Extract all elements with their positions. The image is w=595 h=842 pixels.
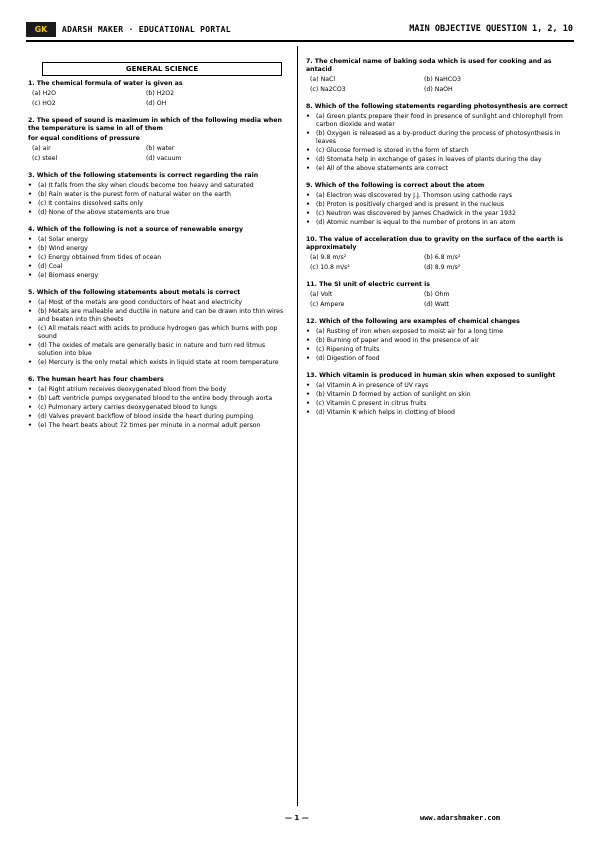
- answer-option[interactable]: [28, 422, 290, 430]
- question-text: 13. Which vitamin is produced in human skin when exposed to sunlight: [306, 372, 556, 379]
- option-text: (d) The oxides of metals are generally basic in nature and turn red litmus solution into blue: [38, 342, 266, 357]
- answer-option[interactable]: [28, 325, 290, 341]
- option-text: (c) Vitamin C present in citrus fruits: [316, 400, 427, 407]
- answer-option[interactable]: (b) NaHCO3: [424, 76, 461, 83]
- question-text: 2. The speed of sound is maximum in which of the following media when the temperature is same in all of them: [28, 117, 282, 132]
- answer-option[interactable]: [28, 342, 290, 358]
- answer-option[interactable]: (c) 10.8 m/s²: [310, 264, 350, 271]
- left-column: [28, 58, 290, 439]
- left-question-list: [28, 80, 290, 430]
- option-text: (b) Proton is positively charged and is present in the nucleus: [316, 201, 504, 208]
- question-text: 10. The value of acceleration due to gravity on the surface of the earth is approximately: [306, 236, 564, 251]
- answer-option[interactable]: [28, 359, 290, 367]
- answer-option[interactable]: [28, 182, 290, 190]
- answer-option[interactable]: (c) Na2CO3: [310, 86, 346, 93]
- brand-title: ADARSH MAKER · EDUCATIONAL PORTAL: [62, 25, 231, 34]
- option-text: (e) The heart beats about 72 times per minute in a normal adult person: [38, 422, 261, 429]
- bullet-icon: •: [28, 245, 32, 252]
- bullet-icon: •: [306, 346, 310, 353]
- option-text: (a) Vitamin A in presence of UV rays: [316, 382, 429, 389]
- question-subtext: for equal conditions of pressure: [28, 135, 140, 142]
- option-text: (c) Pulmonary artery carries deoxygenated blood to lungs: [38, 404, 218, 411]
- answer-option[interactable]: [28, 209, 290, 217]
- bullet-icon: •: [306, 201, 310, 208]
- bullet-icon: •: [306, 147, 310, 154]
- bullet-icon: •: [306, 192, 310, 199]
- bullet-icon: •: [306, 391, 310, 398]
- answer-option[interactable]: (a) H2O: [32, 90, 57, 97]
- answer-option[interactable]: (b) H2O2: [146, 90, 175, 97]
- answer-option[interactable]: [306, 165, 574, 173]
- bullet-icon: •: [28, 404, 32, 411]
- bullet-icon: •: [28, 236, 32, 243]
- answer-option[interactable]: (d) vacuum: [146, 155, 182, 162]
- option-text: (d) Atomic number is equal to the number of protons in an atom: [316, 219, 516, 226]
- answer-option[interactable]: [306, 409, 574, 417]
- question-block: [28, 226, 290, 280]
- answer-option[interactable]: (a) 9.8 m/s²: [310, 254, 347, 261]
- answer-option[interactable]: [306, 147, 574, 155]
- answer-option[interactable]: (a) Volt: [310, 291, 333, 298]
- question-block: [306, 318, 574, 363]
- bullet-icon: •: [28, 325, 32, 332]
- question-block: [306, 182, 574, 227]
- question-text: 6. The human heart has four chambers: [28, 376, 164, 383]
- option-text: (b) Wind energy: [38, 245, 88, 252]
- bullet-icon: •: [306, 409, 310, 416]
- bullet-icon: •: [306, 400, 310, 407]
- bullet-icon: •: [306, 130, 310, 137]
- option-text: (d) Valves prevent backflow of blood inside the heart during pumping: [38, 413, 254, 420]
- answer-option[interactable]: [306, 328, 574, 336]
- option-text: (a) Most of the metals are good conductors of heat and electricity: [38, 299, 243, 306]
- answer-option[interactable]: [28, 245, 290, 253]
- option-text: (d) None of the above statements are true: [38, 209, 170, 216]
- bullet-icon: •: [306, 210, 310, 217]
- section-title: GENERAL SCIENCE: [42, 62, 282, 76]
- option-text: (c) Ripening of fruits: [316, 346, 380, 353]
- column-divider: [297, 46, 298, 806]
- answer-option[interactable]: [28, 395, 290, 403]
- answer-option[interactable]: [306, 113, 574, 129]
- answer-option[interactable]: (a) NaCl: [310, 76, 336, 83]
- answer-option[interactable]: [306, 201, 574, 209]
- answer-option[interactable]: (b) 6.8 m/s²: [424, 254, 461, 261]
- answer-option[interactable]: (d) NaOH: [424, 86, 453, 93]
- option-text: (a) Right atrium receives deoxygenated blood from the body: [38, 386, 227, 393]
- option-text: (a) It falls from the sky when clouds become too heavy and saturated: [38, 182, 254, 189]
- answer-option[interactable]: [28, 236, 290, 244]
- option-text: (e) Biomass energy: [38, 272, 99, 279]
- option-text: (c) It contains dissolved salts only: [38, 200, 143, 207]
- website-link[interactable]: www.adarshmaker.com: [420, 814, 501, 822]
- answer-option[interactable]: [28, 386, 290, 394]
- question-text: 12. Which of the following are examples of chemical changes: [306, 318, 520, 325]
- question-block: [28, 289, 290, 367]
- answer-option[interactable]: [306, 355, 574, 363]
- right-column: [306, 58, 574, 426]
- question-block: [306, 281, 574, 309]
- question-text: 1. The chemical formula of water is given as: [28, 80, 183, 87]
- option-text: (b) Rain water is the purest form of natural water on the earth: [38, 191, 231, 198]
- page-footer: [0, 808, 595, 828]
- answer-option[interactable]: [28, 272, 290, 280]
- answer-option[interactable]: [306, 192, 574, 200]
- page-number: — 1 —: [285, 814, 309, 822]
- answer-option[interactable]: [28, 299, 290, 307]
- bullet-icon: •: [28, 299, 32, 306]
- option-text: (b) Oxygen is released as a by-product during the process of photosynthesis in leaves: [316, 130, 561, 145]
- bullet-icon: •: [28, 254, 32, 261]
- answer-option[interactable]: [28, 191, 290, 199]
- option-grid: [32, 145, 290, 163]
- bullet-icon: •: [28, 342, 32, 349]
- bullet-icon: •: [28, 272, 32, 279]
- option-text: (e) All of the above statements are correct: [316, 165, 448, 172]
- bullet-icon: •: [28, 386, 32, 393]
- bullet-icon: •: [28, 263, 32, 270]
- logo: GK: [26, 22, 56, 37]
- option-text: (c) Glucose formed is stored in the form of starch: [316, 147, 469, 154]
- answer-option[interactable]: [28, 404, 290, 412]
- answer-option[interactable]: [306, 346, 574, 354]
- bullet-icon: •: [28, 209, 32, 216]
- answer-option[interactable]: [306, 382, 574, 390]
- question-block: [28, 376, 290, 430]
- option-text: (b) Burning of paper and wood in the presence of air: [316, 337, 479, 344]
- page-header: [26, 20, 574, 42]
- bullet-icon: •: [28, 191, 32, 198]
- answer-option[interactable]: (c) Ampere: [310, 301, 345, 308]
- question-block: [28, 117, 290, 163]
- question-text: 5. Which of the following statements about metals is correct: [28, 289, 241, 296]
- right-question-list: [306, 58, 574, 417]
- option-text: (d) Vitamin K which helps in clotting of blood: [316, 409, 455, 416]
- option-grid: [310, 254, 574, 272]
- bullet-icon: •: [306, 382, 310, 389]
- answer-option[interactable]: [28, 200, 290, 208]
- option-text: (c) All metals react with acids to produce hydrogen gas which burns with pop sound: [38, 325, 278, 340]
- question-text: 11. The SI unit of electric current is: [306, 281, 430, 288]
- option-text: (c) Neutron was discovered by James Chadwick in the year 1932: [316, 210, 516, 217]
- answer-option[interactable]: [28, 263, 290, 271]
- option-text: (d) Digestion of food: [316, 355, 380, 362]
- answer-option[interactable]: [306, 391, 574, 399]
- option-text: (b) Left ventricle pumps oxygenated blood to the entire body through aorta: [38, 395, 273, 402]
- answer-option[interactable]: [306, 219, 574, 227]
- bullet-icon: •: [306, 355, 310, 362]
- answer-option[interactable]: (c) steel: [32, 155, 58, 162]
- option-text: (b) Vitamin D formed by action of sunlight on skin: [316, 391, 471, 398]
- bullet-icon: •: [28, 359, 32, 366]
- question-block: [306, 58, 574, 94]
- answer-option[interactable]: [28, 254, 290, 262]
- question-text: 4. Which of the following is not a source of renewable energy: [28, 226, 243, 233]
- bullet-icon: •: [28, 308, 32, 315]
- option-text: (c) Energy obtained from tides of ocean: [38, 254, 162, 261]
- answer-option[interactable]: (b) Ohm: [424, 291, 450, 298]
- bullet-icon: •: [28, 422, 32, 429]
- bullet-icon: •: [28, 395, 32, 402]
- bullet-icon: •: [28, 182, 32, 189]
- answer-option[interactable]: [306, 400, 574, 408]
- answer-option[interactable]: (d) OH: [146, 100, 167, 107]
- option-grid: [310, 76, 574, 94]
- question-block: [306, 103, 574, 173]
- option-grid: [310, 291, 574, 309]
- option-text: (a) Electron was discovered by J.J. Thomson using cathode rays: [316, 192, 513, 199]
- answer-option[interactable]: (a) air: [32, 145, 51, 152]
- question-block: [306, 236, 574, 272]
- course-title: MAIN OBJECTIVE QUESTION 1, 2, 10: [409, 24, 573, 34]
- answer-option[interactable]: (d) Watt: [424, 301, 450, 308]
- bullet-icon: •: [306, 219, 310, 226]
- answer-option[interactable]: [306, 130, 574, 146]
- bullet-icon: •: [306, 165, 310, 172]
- bullet-icon: •: [306, 113, 310, 120]
- bullet-icon: •: [28, 200, 32, 207]
- option-text: (b) Metals are malleable and ductile in nature and can be drawn into thin wires and beaten into thin sheets: [38, 308, 284, 323]
- question-block: [28, 80, 290, 108]
- answer-option[interactable]: [28, 308, 290, 324]
- question-text: 3. Which of the following statements is correct regarding the rain: [28, 172, 259, 179]
- option-text: (a) Solar energy: [38, 236, 88, 243]
- bullet-icon: •: [306, 337, 310, 344]
- question-block: [306, 372, 574, 417]
- question-text: 8. Which of the following statements regarding photosynthesis are correct: [306, 103, 568, 110]
- answer-option[interactable]: [306, 156, 574, 164]
- option-text: (d) Stomata help in exchange of gases in leaves of plants during the day: [316, 156, 542, 163]
- option-text: (d) Coal: [38, 263, 63, 270]
- bullet-icon: •: [306, 156, 310, 163]
- bullet-icon: •: [28, 413, 32, 420]
- option-text: (e) Mercury is the only metal which exists in liquid state at room temperature: [38, 359, 279, 366]
- question-block: [28, 172, 290, 217]
- answer-option[interactable]: (c) HO2: [32, 100, 56, 107]
- question-text: 7. The chemical name of baking soda which is used for cooking and as antacid: [306, 58, 552, 73]
- question-text: 9. Which of the following is correct about the atom: [306, 182, 485, 189]
- answer-option[interactable]: [28, 413, 290, 421]
- option-text: (a) Rusting of iron when exposed to moist air for a long time: [316, 328, 504, 335]
- option-grid: [32, 90, 290, 108]
- answer-option[interactable]: [306, 337, 574, 345]
- answer-option[interactable]: (d) 8.9 m/s²: [424, 264, 461, 271]
- bullet-icon: •: [306, 328, 310, 335]
- answer-option[interactable]: [306, 210, 574, 218]
- answer-option[interactable]: (b) water: [146, 145, 175, 152]
- option-text: (a) Green plants prepare their food in presence of sunlight and chlorophyll from carbon dioxide and water: [316, 113, 563, 128]
